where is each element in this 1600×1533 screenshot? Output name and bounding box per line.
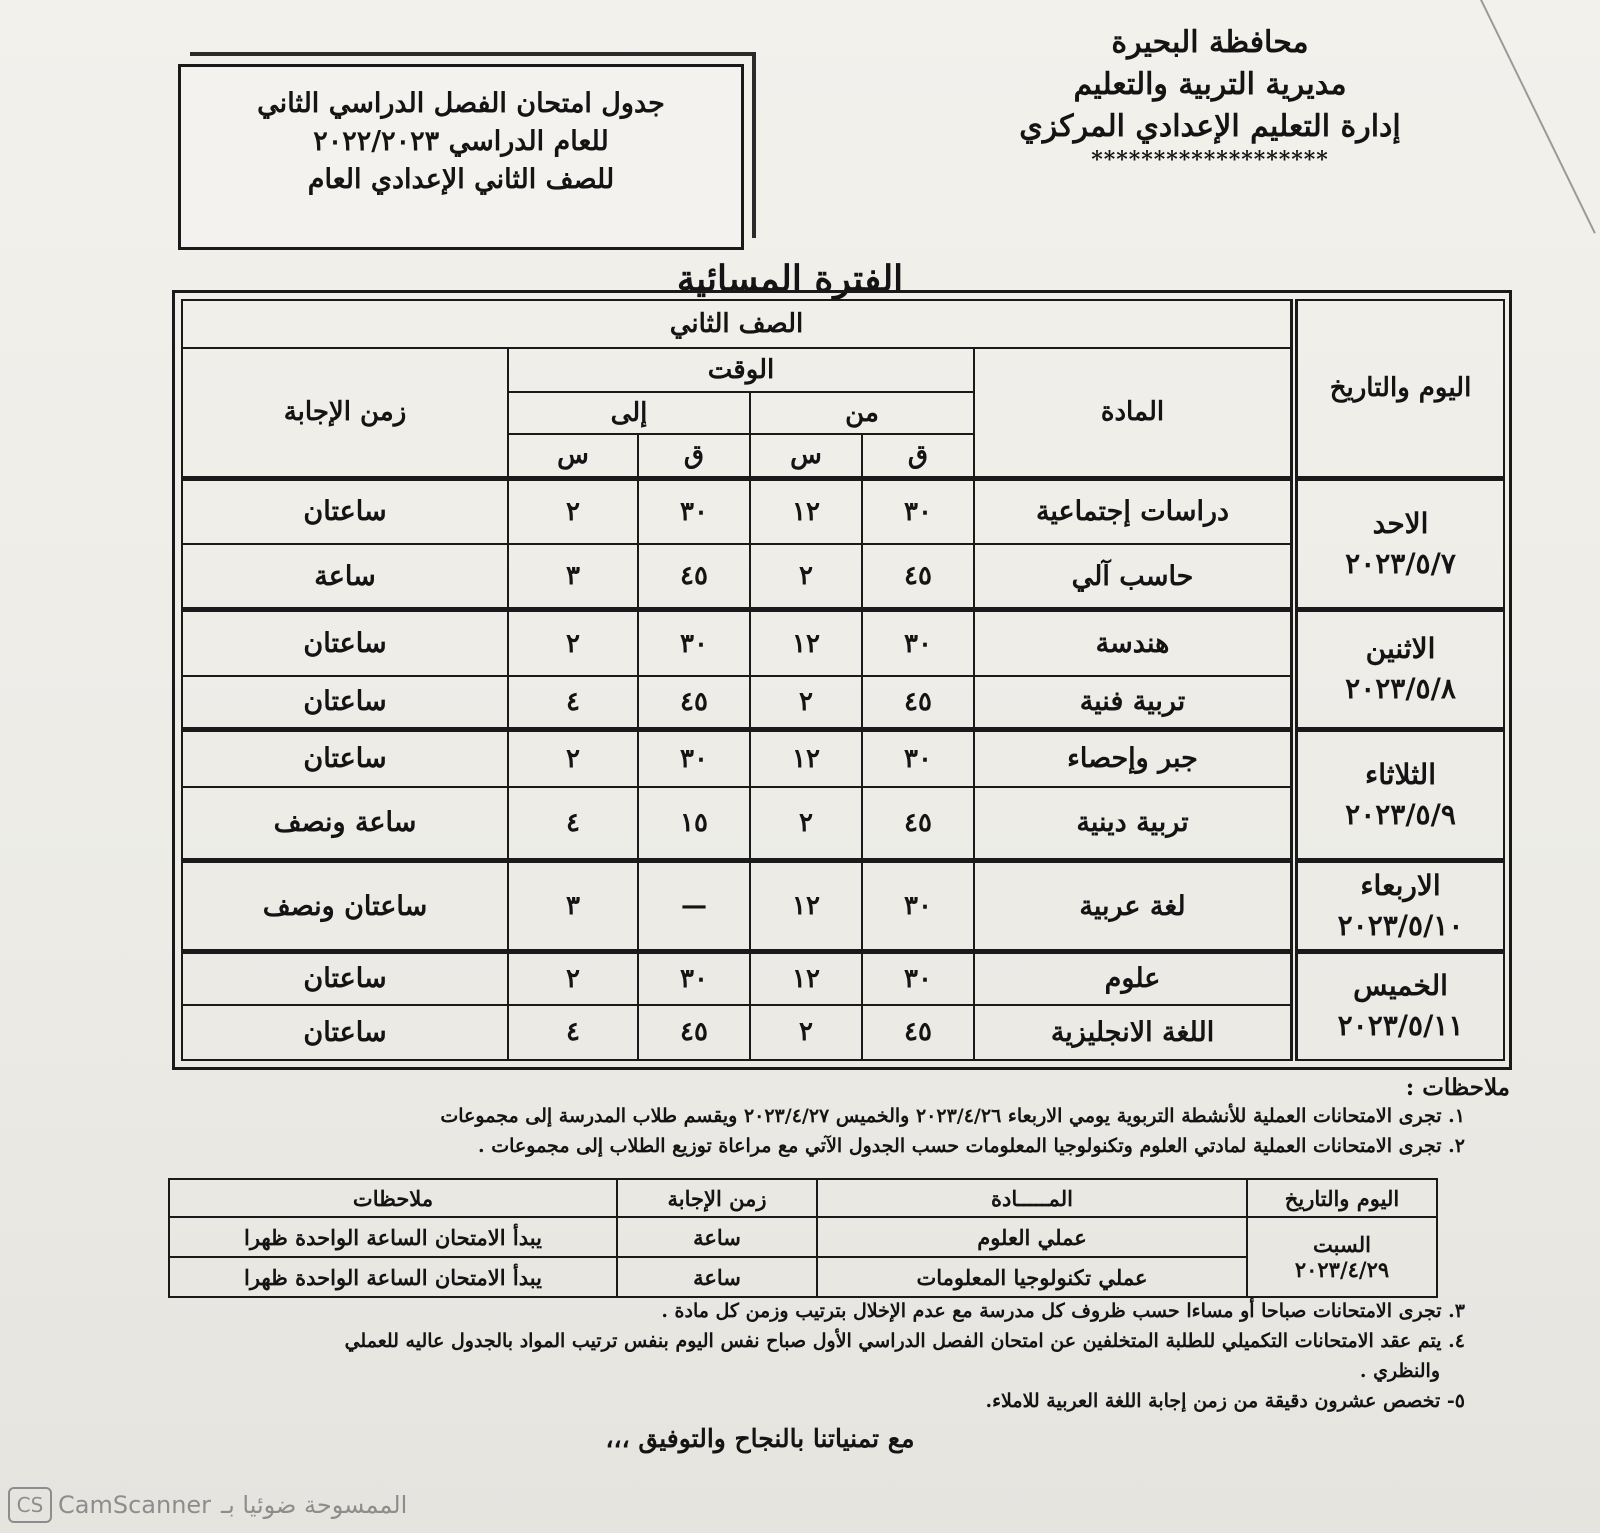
practical-duration-cell: ساعة (617, 1257, 817, 1297)
to-minutes-cell: ٤٥ (638, 1005, 750, 1060)
practical-note-cell: يبدأ الامتحان الساعة الواحدة ظهرا (169, 1217, 617, 1257)
from-hours-cell: ١٢ (750, 610, 862, 676)
notes-section-continued (160, 1296, 1510, 1416)
to-hours-cell: ٣ (508, 544, 638, 610)
day-cell (1294, 729, 1504, 861)
closing-wishes: مع تمنياتنا بالنجاح والتوفيق ،،، (605, 1424, 915, 1453)
to-hours-cell: ٢ (508, 610, 638, 676)
directorate-line: مديرية التربية والتعليم (1073, 67, 1347, 102)
title-line-3: للصف الثاني الإعدادي العام (307, 164, 615, 195)
issuer-header (1000, 22, 1420, 172)
header-from-minutes: ق (862, 434, 974, 478)
to-hours-cell: ٤ (508, 1005, 638, 1060)
duration-cell: ساعتان (182, 729, 508, 786)
stars-divider: ******************* (1091, 147, 1329, 173)
day-date: ٢٠٢٣/٥/١١ (1337, 1009, 1464, 1043)
page-edge-line (1480, 0, 1596, 234)
practical-day-name: السبت (1313, 1232, 1371, 1257)
from-hours-cell: ٢ (750, 1005, 862, 1060)
period-title: الفترة المسائية (676, 258, 904, 300)
header-from-hours: س (750, 434, 862, 478)
day-cell (1294, 951, 1504, 1060)
schedule-table-frame (172, 290, 1512, 1070)
to-minutes-cell: — (638, 861, 750, 951)
note-3: ٣. تجرى الامتحانات صباحا أو مساءا حسب ظروف كل مدرسة مع عدم الإخلال بترتيب وزمن كل مادة . (661, 1300, 1465, 1322)
header-from: من (750, 392, 974, 434)
practical-exams-table (168, 1178, 1438, 1298)
practical-subject-cell: عملي العلوم (817, 1217, 1247, 1257)
from-hours-cell: ١٢ (750, 478, 862, 544)
notes-heading: ملاحظات : (1405, 1074, 1510, 1101)
to-hours-cell: ٤ (508, 676, 638, 729)
day-cell (1294, 610, 1504, 729)
from-minutes-cell: ٣٠ (862, 951, 974, 1004)
to-hours-cell: ٢ (508, 951, 638, 1004)
schedule-table (181, 299, 1505, 1061)
header-to-hours: س (508, 434, 638, 478)
day-date: ٢٠٢٣/٥/٨ (1345, 672, 1456, 706)
practical-header-duration: زمن الإجابة (617, 1179, 817, 1217)
day-date: ٢٠٢٣/٥/١٠ (1337, 909, 1464, 943)
day-cell (1294, 861, 1504, 951)
day-cell (1294, 478, 1504, 610)
camscanner-logo-icon: CS (8, 1487, 52, 1523)
header-day-date: اليوم والتاريخ (1294, 300, 1504, 478)
day-date: ٢٠٢٣/٥/٩ (1345, 798, 1456, 831)
duration-cell: ساعتان (182, 478, 508, 544)
from-minutes-cell: ٤٥ (862, 676, 974, 729)
header-duration: زمن الإجابة (182, 348, 508, 478)
note-4-continued: والنظري . (1359, 1360, 1440, 1382)
from-hours-cell: ١٢ (750, 951, 862, 1004)
table-row (182, 610, 1504, 676)
from-minutes-cell: ٤٥ (862, 1005, 974, 1060)
from-hours-cell: ١٢ (750, 729, 862, 786)
to-hours-cell: ٢ (508, 729, 638, 786)
to-hours-cell: ٤ (508, 787, 638, 861)
practical-header-day: اليوم والتاريخ (1247, 1179, 1437, 1217)
subject-cell: حاسب آلي (974, 544, 1294, 610)
administration-line: إدارة التعليم الإعدادي المركزي (1019, 109, 1401, 144)
subject-cell: تربية دينية (974, 787, 1294, 861)
practical-duration-cell: ساعة (617, 1217, 817, 1257)
duration-cell: ساعة (182, 544, 508, 610)
table-row (182, 861, 1504, 951)
from-hours-cell: ٢ (750, 787, 862, 861)
day-name: الثلاثاء (1365, 758, 1436, 791)
camscanner-watermark (8, 1488, 407, 1522)
header-to: إلى (508, 392, 750, 434)
from-hours-cell: ٢ (750, 544, 862, 610)
from-minutes-cell: ٣٠ (862, 478, 974, 544)
from-hours-cell: ٢ (750, 676, 862, 729)
from-minutes-cell: ٣٠ (862, 729, 974, 786)
practical-day-cell (1247, 1217, 1437, 1297)
practical-note-cell: يبدأ الامتحان الساعة الواحدة ظهرا (169, 1257, 617, 1297)
from-minutes-cell: ٤٥ (862, 787, 974, 861)
watermark-arabic: الممسوحة ضوئيا بـ (221, 1491, 408, 1519)
from-minutes-cell: ٣٠ (862, 861, 974, 951)
header-grade: الصف الثاني (182, 300, 1294, 348)
day-name: الخميس (1353, 969, 1448, 1003)
notes-section (160, 1074, 1510, 1161)
to-minutes-cell: ٣٠ (638, 478, 750, 544)
to-minutes-cell: ٤٥ (638, 544, 750, 610)
note-2: ٢. تجرى الامتحانات العملية لمادتي العلوم وتكنولوجيا المعلومات حسب الجدول الآتي مع مراعاة توزيع الطلاب إلى مجموعات . (478, 1135, 1465, 1157)
subject-cell: دراسات إجتماعية (974, 478, 1294, 544)
day-date: ٢٠٢٣/٥/٧ (1345, 546, 1456, 580)
duration-cell: ساعة ونصف (182, 787, 508, 861)
table-row (169, 1257, 1437, 1297)
subject-cell: هندسة (974, 610, 1294, 676)
header-to-minutes: ق (638, 434, 750, 478)
practical-header-notes: ملاحظات (169, 1179, 617, 1217)
duration-cell: ساعتان (182, 951, 508, 1004)
subject-cell: تربية فنية (974, 676, 1294, 729)
from-hours-cell: ١٢ (750, 861, 862, 951)
table-row (182, 951, 1504, 1004)
subject-cell: اللغة الانجليزية (974, 1005, 1294, 1060)
practical-day-date: ٢٠٢٣/٤/٢٩ (1294, 1257, 1390, 1282)
practical-header-subject: المـــــادة (817, 1179, 1247, 1217)
note-5: ٥- تخصص عشرون دقيقة من زمن إجابة اللغة العربية للاملاء. (985, 1390, 1465, 1412)
duration-cell: ساعتان (182, 1005, 508, 1060)
note-4: ٤. يتم عقد الامتحانات التكميلي للطلبة المتخلفين عن امتحان الفصل الدراسي الأول صباح نفس اليوم بنفس ترتيب المواد بالجدول عاليه للعملي (344, 1330, 1465, 1352)
practical-subject-cell: عملي تكنولوجيا المعلومات (817, 1257, 1247, 1297)
to-minutes-cell: ١٥ (638, 787, 750, 861)
watermark-brand: CamScanner (58, 1491, 212, 1519)
day-name: الاربعاء (1360, 869, 1441, 903)
header-time: الوقت (508, 348, 974, 392)
to-minutes-cell: ٣٠ (638, 729, 750, 786)
to-hours-cell: ٢ (508, 478, 638, 544)
to-minutes-cell: ٣٠ (638, 610, 750, 676)
title-line-1: جدول امتحان الفصل الدراسي الثاني (257, 88, 665, 119)
to-minutes-cell: ٤٥ (638, 676, 750, 729)
table-row (182, 729, 1504, 786)
subject-cell: علوم (974, 951, 1294, 1004)
note-1: ١. تجرى الامتحانات العملية للأنشطة التربوية يومي الاربعاء ٢٠٢٣/٤/٢٦ والخميس ٢٠٢٣/٤/٢٧ ويقسم طلاب المدرسة إلى مجموعات (440, 1105, 1465, 1127)
day-name: الاحد (1372, 506, 1429, 540)
subject-cell: لغة عربية (974, 861, 1294, 951)
duration-cell: ساعتان (182, 676, 508, 729)
table-row (182, 478, 1504, 544)
table-row (169, 1217, 1437, 1257)
from-minutes-cell: ٣٠ (862, 610, 974, 676)
title-line-2: للعام الدراسي ٢٠٢٢/٢٠٢٣ (313, 126, 609, 157)
to-minutes-cell: ٣٠ (638, 951, 750, 1004)
governorate-line: محافظة البحيرة (1111, 25, 1309, 60)
duration-cell: ساعتان (182, 610, 508, 676)
subject-cell: جبر وإحصاء (974, 729, 1294, 786)
to-hours-cell: ٣ (508, 861, 638, 951)
duration-cell: ساعتان ونصف (182, 861, 508, 951)
from-minutes-cell: ٤٥ (862, 544, 974, 610)
title-box (178, 64, 744, 250)
header-subject: المادة (974, 348, 1294, 478)
day-name: الاثنين (1365, 632, 1436, 666)
